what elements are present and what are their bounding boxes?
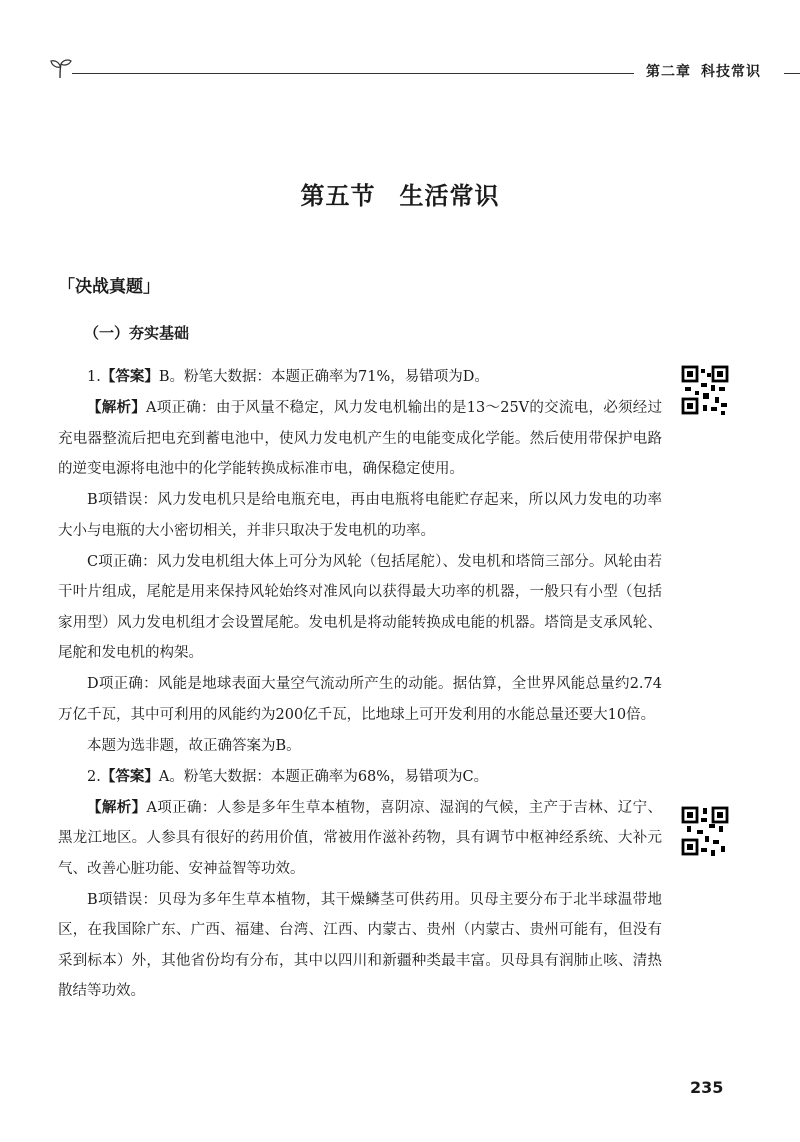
q1-analysis-tag: 【解析】	[87, 399, 147, 416]
header-rule-right	[784, 73, 800, 74]
q1-answer-tag: 【答案】	[100, 368, 159, 385]
section-number: 第五节	[300, 182, 376, 210]
q2-answer	[58, 762, 662, 793]
q2-analysis-a	[58, 793, 662, 885]
q1-number: 1.	[87, 369, 101, 385]
q2-analysis-a-text: A项正确：人参是多年生草本植物，喜阴凉、湿润的气候，主产于吉林、辽宁、黑龙江地区。人参具有很好的药用价值，常被用作滋补药物，具有调节中枢神经系统、大补元气、改善心脏功能、安神益智等功效。	[58, 799, 663, 877]
q1-paragraph-d: D项正确：风能是地球表面大量空气流动所产生的动能。据估算，全世界风能总量约2.74万亿千瓦，其中可利用的风能约为200亿千瓦，比地球上可开发利用的水能总量还要大10倍。	[58, 676, 662, 723]
q2-answer-text: A。粉笔大数据：本题正确率为68%，易错项为C。	[158, 768, 489, 785]
subsection-heading: （一）夯实基础	[84, 324, 190, 342]
section-label: 「决战真题」	[58, 277, 160, 297]
chapter-number: 第二章	[646, 64, 691, 80]
running-header	[48, 56, 792, 80]
qr-code-icon	[681, 806, 729, 858]
q1-paragraph-c: C项正确：风力发电机组大体上可分为风轮（包括尾舵）、发电机和塔筒三部分。风轮由若干叶片组成，尾舵是用来保持风轮始终对准风向以获得最大功率的机器，一般只有小型（包括家用型）风力发电机组才会设置尾舵。发电机是将动能转换成电能的机器。塔筒是支承风轮、尾舵和发电机的构架。	[58, 553, 662, 661]
q2-analysis-tag: 【解析】	[87, 798, 147, 816]
qr-code-icon	[681, 365, 729, 417]
q2-answer-tag: 【答案】	[100, 767, 159, 785]
page-body	[58, 362, 662, 1007]
q1-answer	[58, 362, 662, 393]
q1-analysis-a-text: A项正确：由于风量不稳定，风力发电机输出的是13～25V的交流电，必须经过充电器整流后把电充到蓄电池中，使风力发电机产生的电能变成化学能。然后使用带保护电路的逆变电源将电池中的化学能转换成标准市电，确保稳定使用。	[58, 400, 663, 477]
chapter-header	[646, 61, 761, 81]
q1-paragraph-b: B项错误：风力发电机只是给电瓶充电，再由电瓶将电能贮存起来，所以风力发电的功率大小与电瓶的大小密切相关，并非只取决于发电机的功率。	[58, 492, 662, 539]
q2-paragraph-b: B项错误：贝母为多年生草本植物，其干燥鳞茎可供药用。贝母主要分布于北半球温带地区，在我国除广东、广西、福建、台湾、江西、内蒙古、贵州（内蒙古、贵州可能有，但没有采到标本）外，其他省份均有分布，其中以四川和新疆种类最丰富。贝母具有润肺止咳、清热散结等功效。	[58, 891, 662, 999]
q1-conclusion: 本题为选非题，故正确答案为B。	[87, 737, 301, 754]
q2-number: 2.	[87, 768, 101, 785]
q1-answer-text: B。粉笔大数据：本题正确率为71%，易错项为D。	[158, 369, 489, 385]
sprout-icon	[48, 56, 74, 80]
page-number: 235	[690, 1078, 724, 1097]
header-rule-left	[72, 73, 634, 74]
chapter-title: 科技常识	[701, 64, 761, 80]
q1-analysis-a	[58, 393, 662, 485]
section-title	[0, 176, 800, 211]
section-name: 生活常识	[399, 182, 500, 210]
